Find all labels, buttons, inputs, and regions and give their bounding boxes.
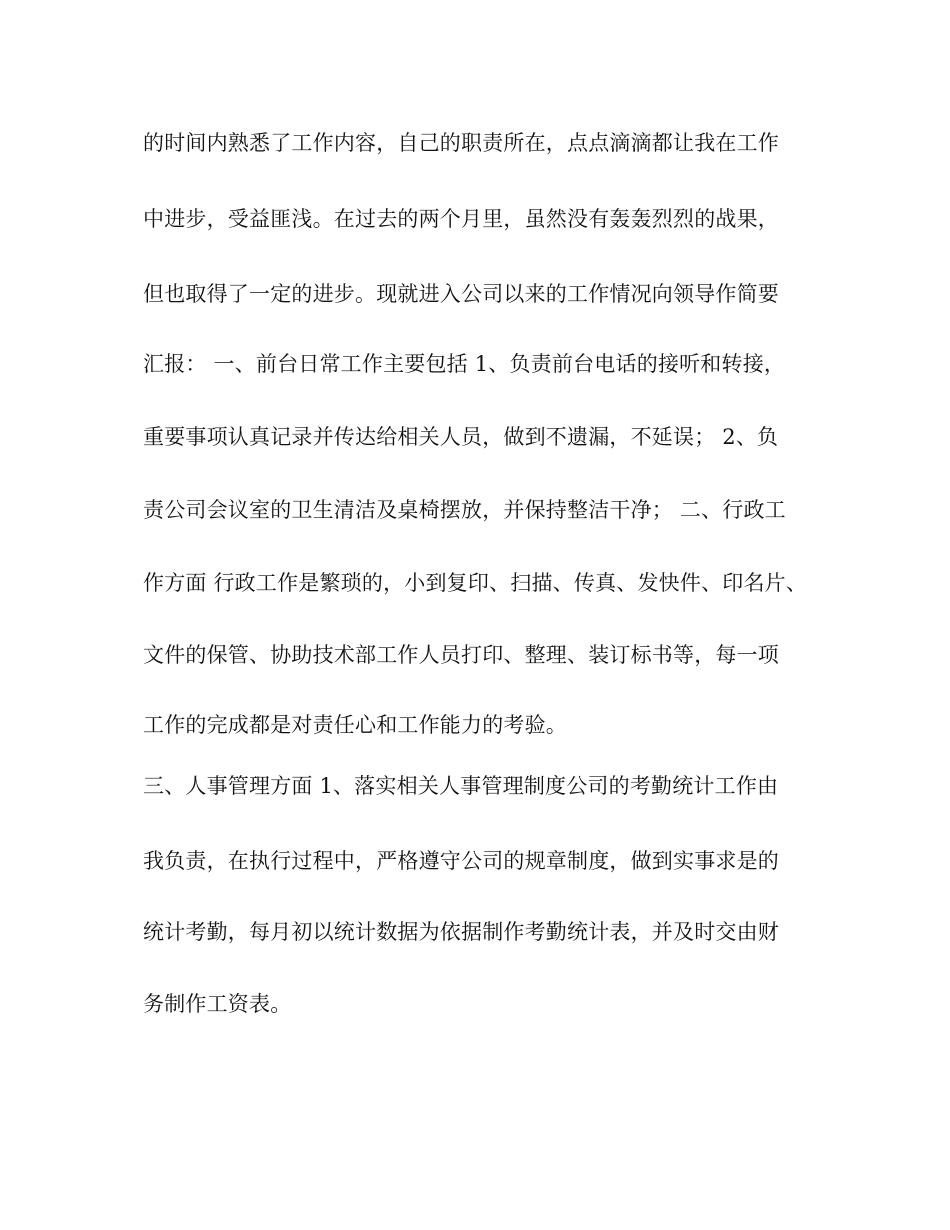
text-line-11: 我负责，在执行过程中，严格遵守公司的规章制度，做到实事求是的 [143,849,779,873]
text-line-4: 汇报： 一、前台日常工作主要包括 1、负责前台电话的接听和转接， [143,352,786,376]
text-line-1: 的时间内熟悉了工作内容，自己的职责所在，点点滴滴都让我在工作 [143,131,779,155]
text-line-10: 三、人事管理方面 1、落实相关人事管理制度公司的考勤统计工作由 [143,774,779,798]
text-line-3: 但也取得了一定的进步。现就进入公司以来的工作情况向领导作简要 [143,282,779,306]
text-line-6: 责公司会议室的卫生清洁及桌椅摆放，并保持整洁干净； 二、行政工 [143,498,786,522]
text-line-12: 统计考勤，每月初以统计数据为依据制作考勤统计表，并及时交由财 [143,920,779,944]
text-line-7: 作方面 行政工作是繁琐的，小到复印、扫描、传真、发快件、印名片、 [143,571,808,595]
text-line-13: 务制作工资表。 [143,992,292,1016]
text-line-8: 文件的保管、协助技术部工作人员打印、整理、装订标书等，每一项 [143,643,779,667]
text-line-5: 重要事项认真记录并传达给相关人员，做到不遗漏，不延误； 2、负 [143,425,779,449]
text-line-9: 工作的完成都是对责任心和工作能力的考验。 [143,713,567,737]
text-line-2: 中进步，受益匪浅。在过去的两个月里，虽然没有轰轰烈烈的战果， [143,207,779,231]
